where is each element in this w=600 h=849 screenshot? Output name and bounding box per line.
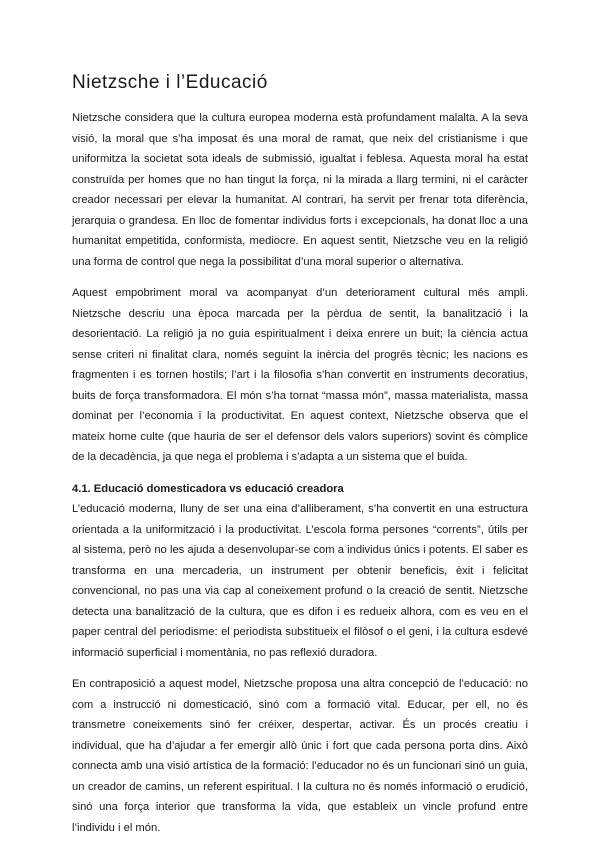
paragraph-1: Nietzsche considera que la cultura europea moderna està profundament malalta. A la seva visió, la moral que s’ha imposat és una moral de ramat, que neix del cristianisme i que uniformitza la societat sota ideals de submissió, igualtat i feblesa. Aquesta moral ha estat construïda per homes que no han tingut la força, ni la mirada a llarg termini, ni el caràcter creador necessari per elevar la humanitat. Al contrari, ha servit per frenar tota diferència, jerarquia o grandesa. En lloc de fomentar individus forts i excepcionals, ha donat lloc a una humanitat empetitida, conformista, mediocre. En aquest sentit, Nietzsche veu en la religió una forma de control que nega la possibilitat d’una moral superior o alternativa.: [72, 112, 528, 268]
document-title: Nietzsche i l’Educació: [72, 72, 268, 93]
section-paragraph-2: En contraposició a aquest model, Nietzsche proposa una altra concepció de l’educació: no com a instrucció ni domesticació, sinó com a formació vital. Educar, per ell, no és transmetre coneixements sinó fer créixer, despertar, activar. És un procés creatiu i individual, que ha d’ajudar a fer emergir allò únic i fort que cada persona porta dins. Això connecta amb una visió artística de la formació: l’educador no és un funcionari sinó un guia, un creador de camins, un referent espiritual. I la cultura no és només informació o erudició, sinó una força interior que transforma la vida, que estableix un vincle profund entre l’individu i el món.: [72, 678, 528, 834]
paragraph-2: Aquest empobriment moral va acompanyat d’un deteriorament cultural més ampli. Nietzsche descriu una època marcada per la pèrdua de sentit, la banalització i la desorientació. La religió ja no guia espiritualment i deixa enrere un buit; la ciència actua sense criteri ni finalitat clara, només seguint la inèrcia del progrés tècnic; les nacions es fragmenten i es tornen hostils; l’art i la filosofia s’han convertit en instruments decoratius, buits de força transformadora. El món s’ha tornat “massa món”, massa materialista, massa dominat per l’economia i la productivitat. En aquest context, Nietzsche observa que el mateix home culte (que hauria de ser el defensor dels valors superiors) sovint és còmplice de la decadència, ja que nega el problema i s’adapta a un sistema que el buida.: [72, 287, 528, 463]
section-paragraph-1: L’educació moderna, lluny de ser una eina d’alliberament, s’ha convertit en una estructura orientada a la uniformització i la productivitat. L’escola forma persones “corrents”, útils per al sistema, però no les ajuda a desenvolupar-se com a individus únics i potents. El saber es transforma en una mercaderia, un instrument per obtenir beneficis, èxit i felicitat convencional, no pas una via cap al coneixement profund o la creació de sentit. Nietzsche detecta una banalització de la cultura, que es difon i es redueix alhora, com es veu en el paper central del periodisme: el periodista substitueix el filòsof o el geni, i la cultura esdevé informació superficial i momentània, no pas reflexió duradora.: [72, 503, 528, 659]
document-page: [72, 70, 528, 849]
section-heading: 4.1. Educació domesticadora vs educació creadora: [72, 482, 344, 495]
